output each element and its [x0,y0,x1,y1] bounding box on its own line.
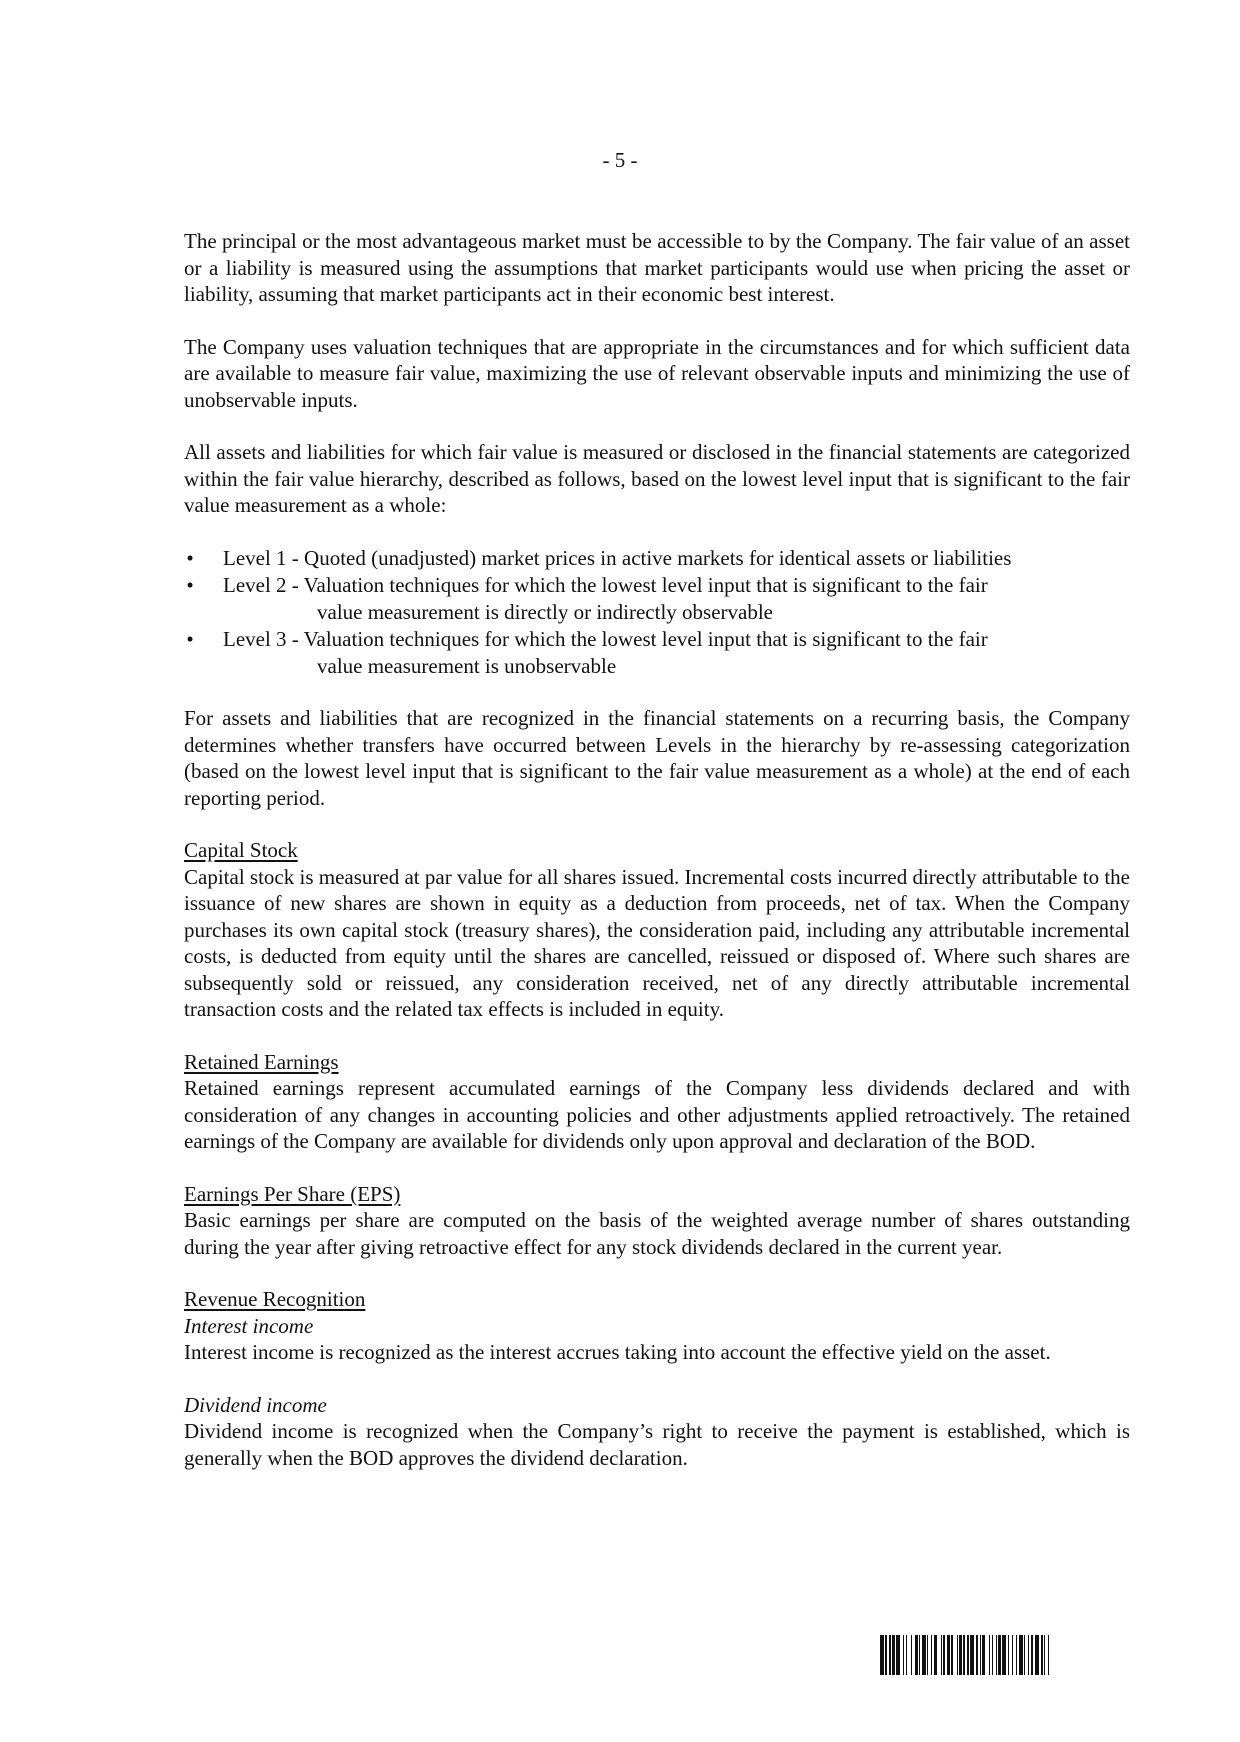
fair-value-levels-list [184,545,1130,680]
interest-income-subheading: Interest income [184,1313,314,1338]
eps-text: Basic earnings per share are computed on the basis of the weighted average number of shares outstanding during the year after giving retroactive effect for any stock dividends declared in the current year. [184,1208,1130,1259]
page-number: - 5 - [602,148,638,172]
capital-stock-heading: Capital Stock [184,838,298,862]
section-revenue-recognition [184,1286,1130,1471]
dividend-income-text: Dividend income is recognized when the Company’s right to receive the payment is established, which is generally when the BOD approves the dividend declaration. [184,1419,1130,1470]
level-1-text: Level 1 - Quoted (unadjusted) market prices in active markets for identical assets or liabilities [223,545,1012,570]
level-2-text: Level 2 - Valuation techniques for which the lowest level input that is significant to the fair [223,573,988,597]
capital-stock-text: Capital stock is measured at par value for all shares issued. Incremental costs incurred directly attributable to the issuance of new shares are shown in equity as a deduction from proceeds, net of tax. When the Company purchases its own capital stock (treasury shares), the consideration paid, including any attributable incremental costs, is deducted from equity until the shares are cancelled, reissued or disposed of. Where such shares are subsequently sold or reissued, any consideration received, net of any directly attributable incremental transaction costs and the related tax effects is included in equity. [184,864,1130,1021]
list-item-level-1 [184,545,1130,572]
bullet-icon: • [186,627,194,651]
bullet-icon: • [186,545,194,570]
level-2-continuation: value measurement is directly or indirectly observable [317,599,774,624]
bullet-icon: • [186,573,194,597]
section-retained-earnings [184,1049,1130,1155]
paragraph-recurring-transfers: For assets and liabilities that are recognized in the financial statements on a recurring basis, the Company determines whether transfers have occurred between Levels in the hierarchy by re-assessing categorization (based on the lowest level input that is significant to the fair value measurement as a whole) at the end of each reporting period. [184,706,1130,810]
retained-earnings-heading: Retained Earnings [184,1049,339,1074]
barcode-gap [1049,1635,1053,1675]
section-eps [184,1181,1130,1261]
revenue-recognition-heading: Revenue Recognition [184,1287,366,1311]
paragraph-valuation-techniques: The Company uses valuation techniques that are appropriate in the circumstances and for which sufficient data are available to measure fair value, maximizing the use of relevant observable inputs and minimizing the use of unobservable inputs. [184,334,1130,412]
paragraph-principal-market: The principal or the most advantageous market must be accessible to by the Company. The fair value of an asset or a liability is measured using the assumptions that market participants would use when pricing the asset or liability, assuming that market participants act in their economic best interest. [184,229,1130,306]
retained-earnings-text: Retained earnings represent accumulated earnings of the Company less dividends declared and with consideration of any changes in accounting policies and other adjustments applied retroactively. The retained earnings of the Company are available for dividends only upon approval and declaration of the BOD. [184,1076,1130,1153]
barcode-image [880,1635,1130,1675]
list-item-level-3 [184,626,1130,679]
document-body [184,228,1130,1497]
list-item-level-2 [184,572,1130,625]
eps-heading: Earnings Per Share (EPS) [184,1181,401,1206]
paragraph-fair-value-hierarchy: All assets and liabilities for which fair value is measured or disclosed in the financial statements are categorized within the fair value hierarchy, described as follows, based on the lowest level input that is significant to the fair value measurement as a whole: [184,440,1130,517]
level-3-text: Level 3 - Valuation techniques for which the lowest level input that is significant to the fair [223,627,988,651]
interest-income-text: Interest income is recognized as the interest accrues taking into account the effective yield on the asset. [184,1340,1051,1364]
level-3-continuation: value measurement is unobservable [317,653,617,678]
section-capital-stock [184,837,1130,1023]
dividend-income-subheading: Dividend income [184,1392,327,1417]
